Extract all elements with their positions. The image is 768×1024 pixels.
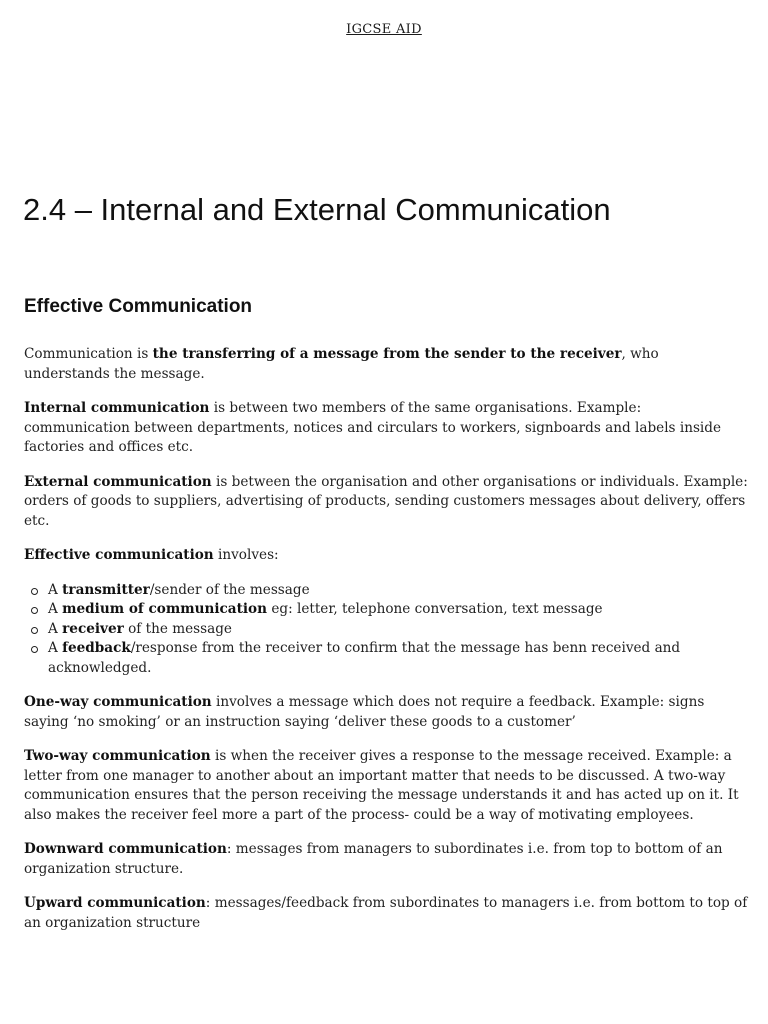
list-item: A medium of communication eg: letter, telephone conversation, text message — [48, 600, 748, 620]
paragraph-one-way-communication: One-way communication involves a message which does not require a feedback. Example: signs saying ‘no smoking’ or an instruction saying ‘deliver these goods to a customer’ — [24, 694, 705, 730]
list-item: A transmitter/sender of the message — [48, 581, 748, 601]
list-item: A feedback/response from the receiver to confirm that the message has benn received and acknowledged. — [48, 639, 748, 678]
paragraph-downward-communication: Downward communication: messages from managers to subordinates i.e. from top to bottom of an organization structure. — [24, 841, 723, 877]
bullet-icon — [31, 607, 38, 614]
paragraph-effective-communication: Effective communication involves: — [24, 547, 279, 563]
bullet-icon — [31, 627, 38, 634]
section-title: Effective Communication — [24, 296, 253, 317]
paragraph-two-way-communication: Two-way communication is when the receiver gives a response to the message received. Example: a letter from one manager to another about an important matter that needs to be discussed. A two-way communication ensures that the person receiving the message understands it and has acted up on it. It also makes the receiver feel more a part of the process- could be a way of motivating employees. — [24, 748, 739, 823]
page-header: IGCSE AID — [346, 22, 422, 37]
paragraph-internal-communication: Internal communication is between two members of the same organisations. Example: communication between departments, notices and circulars to workers, signboards and labels inside factories and offices etc. — [24, 400, 722, 455]
paragraph-upward-communication: Upward communication: messages/feedback from subordinates to managers i.e. from bottom to top of an organization structure — [24, 895, 748, 931]
list-item: A receiver of the message — [48, 620, 748, 640]
bullet-icon — [31, 588, 38, 595]
effective-communication-list — [24, 581, 748, 679]
page-title: 2.4 – Internal and External Communication — [23, 192, 611, 227]
document-body — [24, 345, 748, 948]
paragraph-communication-definition: Communication is the transferring of a message from the sender to the receiver, who understands the message. — [24, 346, 659, 382]
bullet-icon — [31, 646, 38, 653]
paragraph-external-communication: External communication is between the organisation and other organisations or individuals. Example: orders of goods to suppliers, advertising of products, sending customers messages about delivery, offers etc. — [24, 473, 748, 529]
